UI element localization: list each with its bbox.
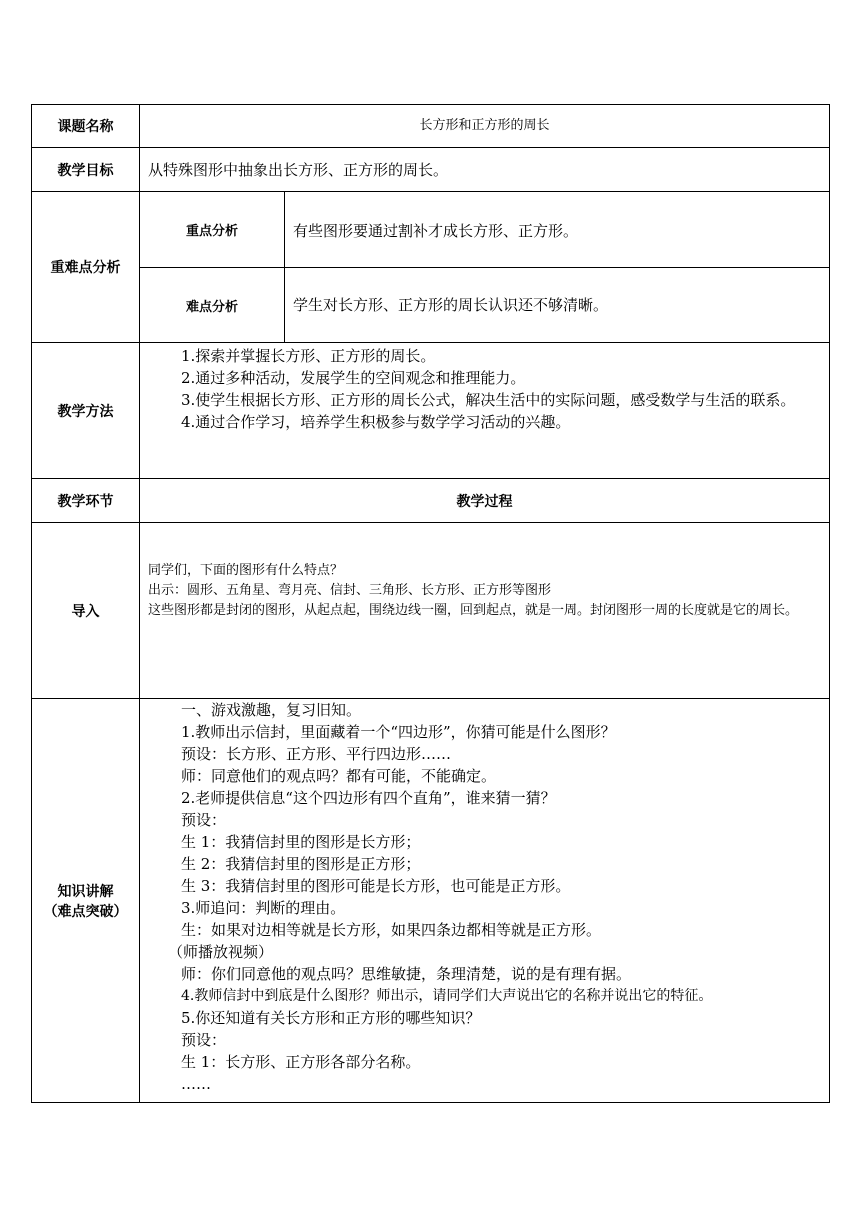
- intro-line: 同学们，下面的图形有什么特点？: [148, 563, 344, 578]
- analysis-label: 重难点分析: [32, 192, 140, 343]
- knowledge-label-line1: 知识讲解: [57, 883, 114, 900]
- key-analysis-label: 重点分析: [140, 192, 285, 268]
- knowledge-line: 5.你还知道有关长方形和正方形的哪些知识？: [181, 1009, 481, 1027]
- knowledge-line: 生：如果对边相等就是长方形，如果四条边都相等就是正方形。: [181, 921, 602, 939]
- process-header-row: [32, 479, 830, 523]
- knowledge-line: 生 3：我猜信封里的图形可能是长方形，也可能是正方形。: [181, 877, 571, 895]
- knowledge-label-line2: （难点突破）: [43, 903, 128, 920]
- method-line: 3.使学生根据长方形、正方形的周长公式，解决生活中的实际问题，感受数学与生活的联系。: [181, 391, 796, 409]
- knowledge-line: 一、游戏激趣，复习旧知。: [181, 701, 362, 719]
- knowledge-line: 1.教师出示信封，里面藏着一个“四边形”，你猜可能是什么图形？: [181, 723, 616, 741]
- method-label: 教学方法: [32, 343, 140, 479]
- lesson-plan-table: [31, 104, 830, 1103]
- knowledge-line: 师：你们同意他的观点吗？思维敏捷，条理清楚，说的是有理有据。: [181, 965, 632, 983]
- method-row: [32, 343, 830, 479]
- header-right: 教学过程: [140, 479, 830, 523]
- difficult-analysis-value: 学生对长方形、正方形的周长认识还不够清晰。: [285, 268, 830, 343]
- knowledge-line: 预设：: [181, 1031, 227, 1049]
- knowledge-label: [32, 699, 140, 1103]
- knowledge-line: 预设：长方形、正方形、平行四边形……: [181, 745, 452, 763]
- intro-content: [140, 523, 830, 699]
- goal-label: 教学目标: [32, 148, 140, 192]
- method-line: 1.探索并掌握长方形、正方形的周长。: [181, 347, 436, 365]
- knowledge-line: 生 2：我猜信封里的图形是正方形；: [181, 855, 421, 873]
- topic-value: 长方形和正方形的周长: [140, 105, 830, 148]
- intro-line: 这些图形都是封闭的图形，从起点起，围绕边线一圈，回到起点，就是一周。封闭图形一周的长度就是它的周长。: [148, 603, 799, 618]
- method-line: 4.通过合作学习，培养学生积极参与数学学习活动的兴趣。: [181, 413, 571, 431]
- knowledge-line: 生 1：长方形、正方形各部分名称。: [181, 1053, 421, 1071]
- knowledge-content: [140, 699, 830, 1103]
- knowledge-line: （师播放视频）: [168, 943, 274, 961]
- key-analysis-value: 有些图形要通过割补才成长方形、正方形。: [285, 192, 830, 268]
- knowledge-row: [32, 699, 830, 1103]
- difficult-analysis-row: [32, 268, 830, 343]
- method-line: 2.通过多种活动，发展学生的空间观念和推理能力。: [181, 369, 526, 387]
- goal-row: [32, 148, 830, 192]
- knowledge-line: 师：同意他们的观点吗？都有可能，不能确定。: [181, 767, 497, 785]
- topic-label: 课题名称: [32, 105, 140, 148]
- key-analysis-row: [32, 192, 830, 268]
- knowledge-line: 2.老师提供信息“这个四边形有四个直角”，谁来猜一猜？: [181, 789, 556, 807]
- goal-value: 从特殊图形中抽象出长方形、正方形的周长。: [140, 148, 830, 192]
- knowledge-line: 4.教师信封中到底是什么图形？师出示，请同学们大声说出它的名称并说出它的特征。: [181, 988, 713, 1004]
- header-left: 教学环节: [32, 479, 140, 523]
- knowledge-line: 生 1：我猜信封里的图形是长方形；: [181, 833, 421, 851]
- knowledge-line: 预设：: [181, 811, 227, 829]
- knowledge-line: ……: [181, 1075, 211, 1093]
- intro-row: [32, 523, 830, 699]
- intro-line: 出示：圆形、五角星、弯月亮、信封、三角形、长方形、正方形等图形: [148, 583, 552, 598]
- knowledge-line: 3.师追问：判断的理由。: [181, 899, 346, 917]
- intro-label: 导入: [32, 523, 140, 699]
- topic-row: [32, 105, 830, 148]
- method-content: [140, 343, 830, 479]
- difficult-analysis-label: 难点分析: [140, 268, 285, 343]
